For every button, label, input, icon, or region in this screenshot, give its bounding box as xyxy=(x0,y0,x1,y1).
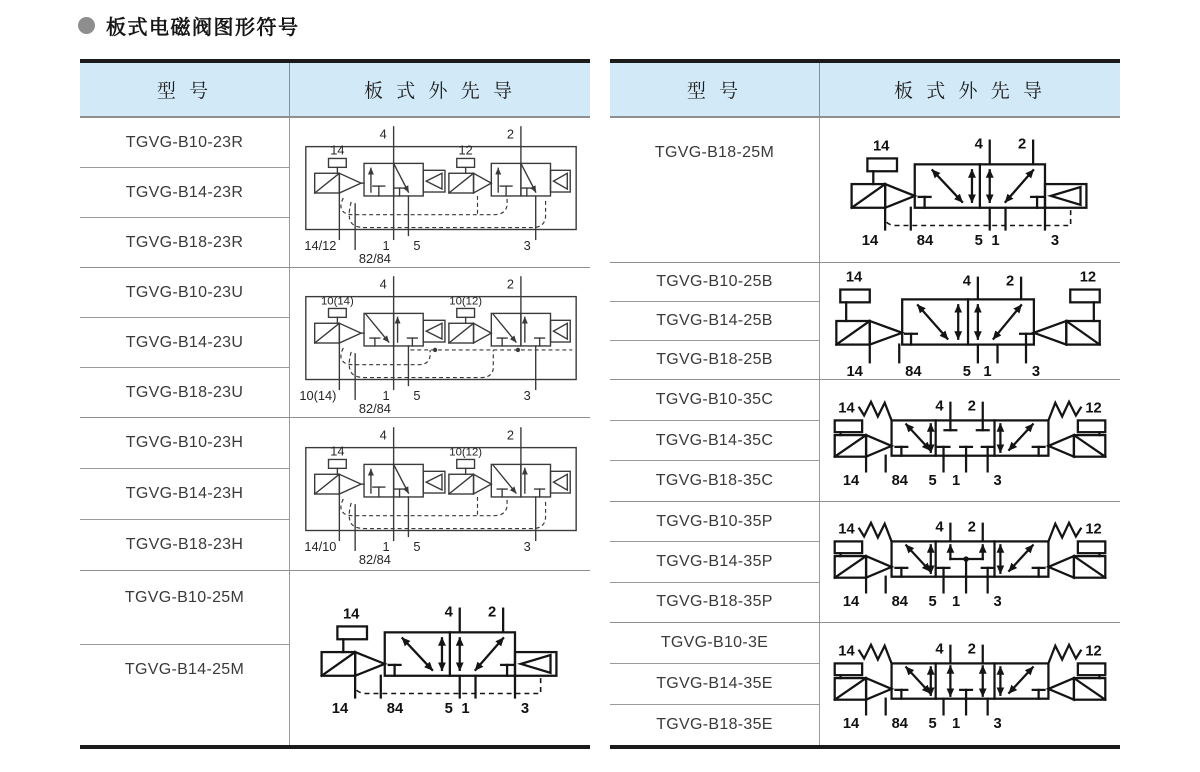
port-label-bottom: 1 xyxy=(952,716,961,733)
port-label-bottom: 1 xyxy=(461,701,470,718)
port-label-bottom: 3 xyxy=(993,716,1002,733)
row-group-25B xyxy=(610,263,1120,380)
model-cell: TGVG-B18-35C xyxy=(655,472,774,490)
table-header xyxy=(80,63,590,118)
port-label-bottom: 5 xyxy=(444,701,453,718)
model-column xyxy=(610,380,820,501)
diagram-cell xyxy=(820,623,1120,745)
port-label-2: 2 xyxy=(506,276,514,292)
row-group-23R xyxy=(80,118,590,268)
page-title: 板式电磁阀图形符号 xyxy=(106,17,300,39)
port-label-4: 4 xyxy=(974,136,983,153)
row-group-25M xyxy=(80,571,590,745)
pilot-label: 14 xyxy=(838,400,855,417)
row-group-23H xyxy=(80,418,590,571)
header-pilot-type: 板 式 外 先 导 xyxy=(893,81,1047,102)
valve-diagram-23U xyxy=(292,269,588,417)
valve-table-left xyxy=(80,59,590,749)
diagram-cell xyxy=(820,263,1120,379)
port-label-bottom: 14 xyxy=(846,364,863,378)
port-label-4: 4 xyxy=(935,519,944,536)
model-cell: TGVG-B18-35P xyxy=(656,593,773,611)
model-cell: TGVG-B14-35C xyxy=(610,421,819,462)
port-label-bottom: 3 xyxy=(523,387,531,403)
port-label-bottom: 1 xyxy=(382,539,390,555)
pilot-label: 12 xyxy=(1085,400,1102,417)
port-label-bottom: 10(14) xyxy=(299,387,337,403)
port-label-4: 4 xyxy=(379,126,387,142)
pilot-label: 14 xyxy=(330,443,345,459)
valve-diagram-23H xyxy=(292,420,588,568)
model-cell: TGVG-B18-25B xyxy=(656,351,773,368)
spring-icon xyxy=(1048,645,1080,664)
model-column xyxy=(610,263,820,379)
port-label-4: 4 xyxy=(379,276,387,292)
port-label-bottom: 5 xyxy=(962,364,971,378)
header-model: 型 号 xyxy=(80,63,290,116)
model-column xyxy=(610,623,820,745)
port-label-2: 2 xyxy=(967,641,976,658)
model-cell: TGVG-B18-23H xyxy=(125,536,244,553)
port-label-4: 4 xyxy=(379,427,387,443)
port-label-4: 4 xyxy=(935,398,944,415)
model-cell: TGVG-B18-25M xyxy=(654,144,775,161)
row-group-25M-b18 xyxy=(610,118,1120,263)
port-label-4: 4 xyxy=(962,273,971,290)
model-cell: TGVG-B10-3E xyxy=(610,623,819,664)
model-cell: TGVG-B10-23R xyxy=(80,118,289,168)
port-label-bottom: 84 xyxy=(386,701,404,718)
pilot-label: 12 xyxy=(1085,643,1102,660)
pilot-label: 12 xyxy=(1085,521,1102,538)
diagram-cell xyxy=(290,571,590,745)
port-label-bottom: 1 xyxy=(991,233,1000,250)
port-label-bottom: 14 xyxy=(331,701,349,718)
port-label-bottom: 14 xyxy=(861,233,879,250)
diagram-cell xyxy=(290,268,590,417)
model-cell: TGVG-B14-35E xyxy=(610,664,819,705)
model-column xyxy=(610,502,820,622)
pilot-label: 14 xyxy=(838,521,855,538)
diagram-cell xyxy=(290,418,590,570)
port-label-bottom: 84 xyxy=(891,716,908,733)
pilot-label: 10(12) xyxy=(449,295,483,308)
spring-icon xyxy=(859,645,891,664)
port-label-2: 2 xyxy=(967,398,976,415)
port-label-bottom: 5 xyxy=(413,237,421,253)
model-cell: TGVG-B14-25M xyxy=(124,661,245,678)
port-label-4: 4 xyxy=(935,641,944,658)
model-cell: TGVG-B14-23R xyxy=(80,168,289,218)
model-cell: TGVG-B14-23H xyxy=(80,469,289,520)
port-label-bottom: 14 xyxy=(842,594,860,611)
valve-diagram-23R xyxy=(292,119,588,267)
row-group-23U xyxy=(80,268,590,418)
model-column xyxy=(80,268,290,417)
model-cell: TGVG-B14-23U xyxy=(80,318,289,368)
model-cell: TGVG-B10-35C xyxy=(610,380,819,421)
port-label-bottom: 3 xyxy=(1050,233,1060,250)
port-label-bottom: 5 xyxy=(928,594,937,611)
model-cell: TGVG-B18-35E xyxy=(656,716,773,733)
row-group-35C xyxy=(610,380,1120,502)
port-label-bottom: 3 xyxy=(523,237,531,253)
port-label-bottom: 3 xyxy=(993,594,1002,611)
model-column xyxy=(610,118,820,262)
port-label-bottom: 5 xyxy=(928,472,937,489)
section-title-row xyxy=(78,11,300,40)
port-label-bottom: 82/84 xyxy=(358,552,391,568)
port-label-bottom: 84 xyxy=(891,594,908,611)
port-label-bottom: 82/84 xyxy=(358,400,391,416)
section-bullet-icon xyxy=(78,17,95,34)
port-label-bottom: 5 xyxy=(413,387,421,403)
spring-icon xyxy=(859,523,891,542)
valve-diagram-25B xyxy=(822,264,1118,378)
port-label-bottom: 82/84 xyxy=(358,250,391,266)
pilot-label: 10(12) xyxy=(449,446,483,459)
diagram-cell xyxy=(820,502,1120,622)
port-label-2: 2 xyxy=(1006,273,1015,290)
model-cell: TGVG-B14-25B xyxy=(610,302,819,341)
pilot-label: 14 xyxy=(330,142,345,158)
table-header xyxy=(610,63,1120,118)
port-label-2: 2 xyxy=(506,126,514,142)
model-cell: TGVG-B18-23U xyxy=(125,383,244,401)
pilot-label: 14 xyxy=(838,643,855,660)
model-cell: TGVG-B10-25M xyxy=(80,571,289,645)
port-label-bottom: 1 xyxy=(983,364,992,378)
header-pilot-type: 板 式 外 先 导 xyxy=(363,81,517,102)
port-label-bottom: 3 xyxy=(1031,364,1041,378)
port-label-bottom: 14 xyxy=(842,472,860,489)
diagram-cell xyxy=(820,118,1120,262)
header-model: 型 号 xyxy=(610,63,820,116)
pilot-label: 12 xyxy=(1079,269,1097,286)
spring-icon xyxy=(859,401,891,420)
port-label-bottom: 5 xyxy=(928,716,937,733)
model-cell: TGVG-B10-23H xyxy=(80,418,289,469)
port-label-2: 2 xyxy=(506,427,514,443)
model-cell: TGVG-B10-35P xyxy=(610,502,819,542)
diagram-cell xyxy=(290,118,590,267)
port-label-bottom: 1 xyxy=(952,472,961,489)
port-label-bottom: 1 xyxy=(382,387,390,403)
row-group-35E xyxy=(610,623,1120,745)
valve-diagram-25M xyxy=(822,124,1118,256)
port-label-bottom: 14/12 xyxy=(304,237,337,253)
row-group-35P xyxy=(610,502,1120,623)
port-label-bottom: 84 xyxy=(916,233,934,250)
port-label-bottom: 14 xyxy=(842,716,860,733)
model-cell: TGVG-B14-35P xyxy=(610,542,819,582)
port-label-4: 4 xyxy=(444,604,453,621)
port-label-bottom: 14/10 xyxy=(304,539,337,555)
port-label-bottom: 84 xyxy=(905,364,922,378)
diagram-cell xyxy=(820,380,1120,501)
model-cell: TGVG-B18-23R xyxy=(125,233,244,251)
model-column xyxy=(80,118,290,267)
pilot-label: 14 xyxy=(872,138,890,155)
port-label-2: 2 xyxy=(1018,136,1027,153)
spring-icon xyxy=(1048,401,1080,420)
valve-diagram-35C xyxy=(822,391,1118,491)
pilot-label: 12 xyxy=(458,142,473,158)
port-label-2: 2 xyxy=(488,604,497,621)
port-label-bottom: 1 xyxy=(382,237,390,253)
model-column xyxy=(80,418,290,570)
port-label-bottom: 5 xyxy=(413,539,421,555)
port-label-bottom: 1 xyxy=(952,594,961,611)
valve-diagram-25M xyxy=(292,592,588,724)
valve-diagram-35P xyxy=(822,512,1118,612)
port-label-2: 2 xyxy=(967,519,976,536)
port-label-bottom: 3 xyxy=(523,539,531,555)
valve-diagram-35E xyxy=(822,634,1118,734)
model-cell: TGVG-B10-25B xyxy=(610,263,819,302)
pilot-label: 10(14) xyxy=(321,295,354,308)
model-column xyxy=(80,571,290,745)
spring-icon xyxy=(1048,523,1080,542)
valve-table-right xyxy=(610,59,1120,749)
port-label-bottom: 84 xyxy=(891,472,908,489)
pilot-label: 14 xyxy=(342,606,360,623)
port-label-bottom: 3 xyxy=(993,472,1002,489)
model-cell: TGVG-B10-23U xyxy=(80,268,289,318)
port-label-bottom: 5 xyxy=(974,233,983,250)
pilot-label: 14 xyxy=(845,269,863,286)
port-label-bottom: 3 xyxy=(520,701,530,718)
